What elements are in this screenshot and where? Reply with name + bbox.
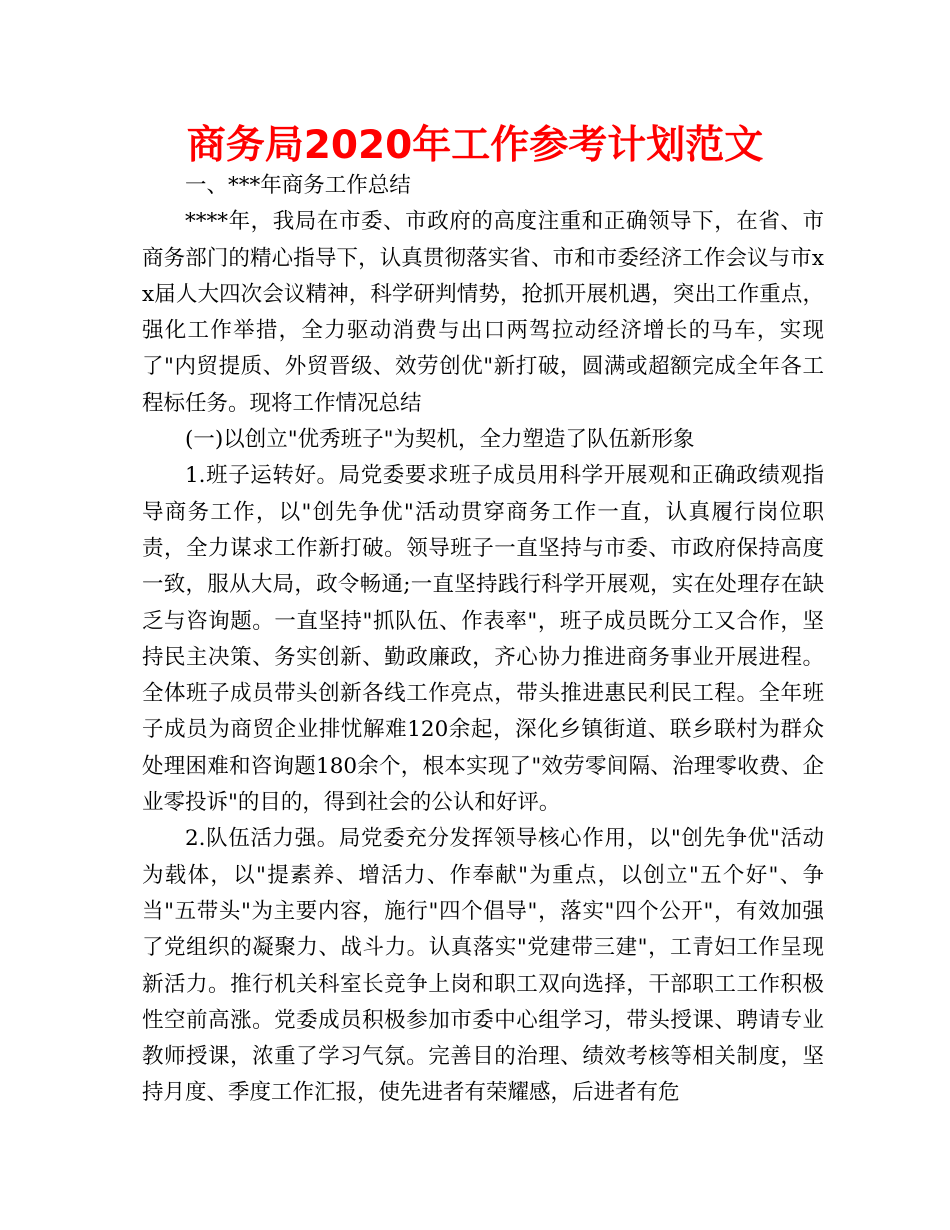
document-body — [142, 168, 824, 1112]
paragraph: 1.班子运转好。局党委要求班子成员用科学开展观和正确政绩观指导商务工作，以"创先争优"活动贯穿商务工作一直，认真履行岗位职责，全力谋求工作新打破。领导班子一直坚持与市委、市政府保持高度一致，服从大局，政令畅通;一直坚持践行科学开展观，实在处理存在缺乏与咨询题。一直坚持"抓队伍、作表率"，班子成员既分工又合作，坚持民主决策、务实创新、勤政廉政，齐心协力推进商务事业开展进程。全体班子成员带头创新各线工作亮点，带头推进惠民利民工程。全年班子成员为商贸企业排忧解难120余起，深化乡镇街道、联乡联村为群众处理困难和咨询题180余个，根本实现了"效劳零间隔、治理零收费、企业零投诉"的目的，得到社会的公认和好评。 — [142, 463, 824, 816]
document-title: 商务局2020年工作参考计划范文 — [186, 123, 764, 168]
subsection-heading: (一)以创立"优秀班子"为契机，全力塑造了队伍新形象 — [185, 427, 695, 453]
paragraph: ****年，我局在市委、市政府的高度注重和正确领导下，在省、市商务部门的精心指导下，认真贯彻落实省、市和市委经济工作会议与市xx届人大四次会议精神，科学研判情势，抢抓开展机遇，突出工作重点，强化工作举措，全力驱动消费与出口两驾拉动经济增长的马车，实现了"内贸提质、外贸晋级、效劳创优"新打破，圆满或超额完成全年各工程标任务。现将工作情况总结 — [142, 209, 824, 416]
section-heading: 一、***年商务工作总结 — [185, 173, 411, 198]
paragraph: 2.队伍活力强。局党委充分发挥领导核心作用，以"创先争优"活动为载体，以"提素养、增活力、作奉献"为重点，以创立"五个好"、争当"五带头"为主要内容，施行"四个倡导"，落实"四个公开"，有效加强了党组织的凝聚力、战斗力。认真落实"党建带三建"，工青妇工作呈现新活力。推行机关科室长竞争上岗和职工双向选择，干部职工工作积极性空前高涨。党委成员积极参加市委中心组学习，带头授课、聘请专业教师授课，浓重了学习气氛。完善目的治理、绩效考核等相关制度，坚持月度、季度工作汇报，使先进者有荣耀感，后进者有危 — [142, 826, 824, 1106]
